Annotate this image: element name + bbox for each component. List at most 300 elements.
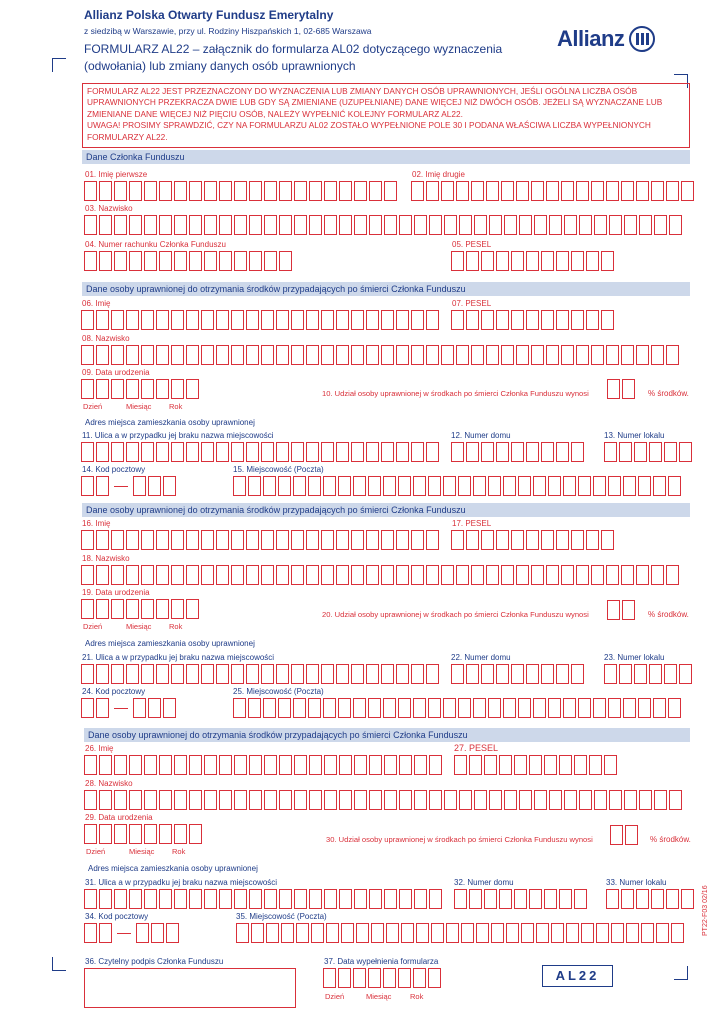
char-cell[interactable] (541, 530, 554, 550)
char-cell[interactable] (593, 698, 606, 718)
char-cell[interactable] (159, 790, 172, 810)
beneficiary-name-input[interactable] (81, 530, 439, 550)
char-cell[interactable] (649, 664, 662, 684)
flat-number-input[interactable] (604, 442, 692, 462)
char-cell[interactable] (84, 824, 97, 844)
char-cell[interactable] (321, 442, 334, 462)
char-cell[interactable] (561, 565, 574, 585)
char-cell[interactable] (141, 664, 154, 684)
char-cell[interactable] (594, 215, 607, 235)
city-input[interactable] (236, 923, 684, 943)
char-cell[interactable] (249, 755, 262, 775)
char-cell[interactable] (81, 599, 94, 619)
char-cell[interactable] (261, 310, 274, 330)
char-cell[interactable] (458, 476, 471, 496)
char-cell[interactable] (219, 181, 232, 201)
share-percent-input[interactable] (610, 825, 638, 845)
char-cell[interactable] (126, 664, 139, 684)
beneficiary-pesel-input[interactable] (454, 755, 617, 775)
char-cell[interactable] (451, 530, 464, 550)
char-cell[interactable] (579, 790, 592, 810)
char-cell[interactable] (233, 476, 246, 496)
char-cell[interactable] (653, 698, 666, 718)
char-cell[interactable] (129, 215, 142, 235)
char-cell[interactable] (366, 664, 379, 684)
char-cell[interactable] (186, 379, 199, 399)
char-cell[interactable] (459, 790, 472, 810)
char-cell[interactable] (381, 442, 394, 462)
char-cell[interactable] (466, 310, 479, 330)
char-cell[interactable] (451, 442, 464, 462)
char-cell[interactable] (441, 181, 454, 201)
char-cell[interactable] (679, 664, 692, 684)
char-cell[interactable] (263, 698, 276, 718)
char-cell[interactable] (276, 442, 289, 462)
char-cell[interactable] (454, 755, 467, 775)
char-cell[interactable] (324, 790, 337, 810)
char-cell[interactable] (96, 565, 109, 585)
char-cell[interactable] (129, 755, 142, 775)
char-cell[interactable] (516, 345, 529, 365)
char-cell[interactable] (607, 600, 620, 620)
char-cell[interactable] (323, 476, 336, 496)
char-cell[interactable] (99, 181, 112, 201)
char-cell[interactable] (656, 923, 669, 943)
char-cell[interactable] (606, 181, 619, 201)
beneficiary-name-input[interactable] (81, 310, 439, 330)
char-cell[interactable] (264, 790, 277, 810)
char-cell[interactable] (581, 923, 594, 943)
char-cell[interactable] (608, 476, 621, 496)
char-cell[interactable] (398, 698, 411, 718)
char-cell[interactable] (666, 181, 679, 201)
char-cell[interactable] (141, 345, 154, 365)
char-cell[interactable] (369, 181, 382, 201)
city-input[interactable] (233, 476, 681, 496)
char-cell[interactable] (189, 790, 202, 810)
char-cell[interactable] (248, 698, 261, 718)
char-cell[interactable] (516, 565, 529, 585)
char-cell[interactable] (174, 181, 187, 201)
flat-number-input[interactable] (604, 664, 692, 684)
char-cell[interactable] (133, 698, 146, 718)
char-cell[interactable] (96, 310, 109, 330)
date-of-birth-input[interactable] (81, 379, 199, 399)
char-cell[interactable] (666, 889, 679, 909)
char-cell[interactable] (366, 345, 379, 365)
char-cell[interactable] (189, 755, 202, 775)
char-cell[interactable] (546, 565, 559, 585)
char-cell[interactable] (204, 755, 217, 775)
char-cell[interactable] (249, 790, 262, 810)
char-cell[interactable] (186, 442, 199, 462)
char-cell[interactable] (503, 476, 516, 496)
char-cell[interactable] (531, 181, 544, 201)
char-cell[interactable] (473, 698, 486, 718)
char-cell[interactable] (381, 530, 394, 550)
char-cell[interactable] (564, 215, 577, 235)
char-cell[interactable] (444, 215, 457, 235)
char-cell[interactable] (156, 664, 169, 684)
char-cell[interactable] (474, 215, 487, 235)
char-cell[interactable] (186, 310, 199, 330)
char-cell[interactable] (84, 889, 97, 909)
char-cell[interactable] (294, 181, 307, 201)
char-cell[interactable] (351, 442, 364, 462)
char-cell[interactable] (309, 790, 322, 810)
char-cell[interactable] (114, 824, 127, 844)
char-cell[interactable] (514, 755, 527, 775)
char-cell[interactable] (531, 565, 544, 585)
char-cell[interactable] (596, 923, 609, 943)
char-cell[interactable] (144, 889, 157, 909)
char-cell[interactable] (496, 442, 509, 462)
char-cell[interactable] (339, 755, 352, 775)
char-cell[interactable] (501, 565, 514, 585)
char-cell[interactable] (306, 565, 319, 585)
char-cell[interactable] (503, 698, 516, 718)
char-cell[interactable] (426, 181, 439, 201)
char-cell[interactable] (486, 345, 499, 365)
char-cell[interactable] (586, 310, 599, 330)
char-cell[interactable] (384, 181, 397, 201)
char-cell[interactable] (148, 698, 161, 718)
char-cell[interactable] (679, 442, 692, 462)
char-cell[interactable] (336, 530, 349, 550)
char-cell[interactable] (308, 698, 321, 718)
char-cell[interactable] (156, 345, 169, 365)
char-cell[interactable] (526, 310, 539, 330)
char-cell[interactable] (381, 345, 394, 365)
char-cell[interactable] (321, 565, 334, 585)
char-cell[interactable] (261, 530, 274, 550)
char-cell[interactable] (216, 345, 229, 365)
char-cell[interactable] (201, 565, 214, 585)
char-cell[interactable] (369, 790, 382, 810)
char-cell[interactable] (604, 755, 617, 775)
char-cell[interactable] (526, 442, 539, 462)
char-cell[interactable] (639, 215, 652, 235)
char-cell[interactable] (456, 181, 469, 201)
char-cell[interactable] (668, 476, 681, 496)
char-cell[interactable] (99, 889, 112, 909)
char-cell[interactable] (578, 476, 591, 496)
char-cell[interactable] (171, 664, 184, 684)
char-cell[interactable] (429, 755, 442, 775)
char-cell[interactable] (204, 215, 217, 235)
char-cell[interactable] (201, 530, 214, 550)
street-input[interactable] (81, 664, 439, 684)
char-cell[interactable] (396, 664, 409, 684)
char-cell[interactable] (291, 664, 304, 684)
char-cell[interactable] (159, 889, 172, 909)
char-cell[interactable] (636, 565, 649, 585)
char-cell[interactable] (354, 181, 367, 201)
char-cell[interactable] (81, 310, 94, 330)
char-cell[interactable] (469, 755, 482, 775)
char-cell[interactable] (541, 664, 554, 684)
char-cell[interactable] (81, 442, 94, 462)
date-of-birth-input[interactable] (81, 599, 199, 619)
char-cell[interactable] (166, 923, 179, 943)
char-cell[interactable] (251, 923, 264, 943)
char-cell[interactable] (574, 755, 587, 775)
char-cell[interactable] (174, 824, 187, 844)
char-cell[interactable] (278, 698, 291, 718)
char-cell[interactable] (429, 889, 442, 909)
char-cell[interactable] (396, 345, 409, 365)
char-cell[interactable] (606, 565, 619, 585)
char-cell[interactable] (561, 181, 574, 201)
house-number-input[interactable] (451, 442, 584, 462)
char-cell[interactable] (144, 824, 157, 844)
char-cell[interactable] (441, 565, 454, 585)
postcode-input[interactable] (81, 476, 176, 496)
char-cell[interactable] (351, 530, 364, 550)
char-cell[interactable] (593, 476, 606, 496)
char-cell[interactable] (171, 379, 184, 399)
char-cell[interactable] (279, 755, 292, 775)
char-cell[interactable] (279, 251, 292, 271)
char-cell[interactable] (511, 664, 524, 684)
char-cell[interactable] (576, 181, 589, 201)
char-cell[interactable] (411, 345, 424, 365)
char-cell[interactable] (114, 755, 127, 775)
char-cell[interactable] (114, 181, 127, 201)
char-cell[interactable] (458, 698, 471, 718)
char-cell[interactable] (491, 923, 504, 943)
char-cell[interactable] (471, 565, 484, 585)
char-cell[interactable] (591, 181, 604, 201)
char-cell[interactable] (459, 215, 472, 235)
char-cell[interactable] (174, 790, 187, 810)
char-cell[interactable] (566, 923, 579, 943)
first-name-input[interactable] (84, 181, 397, 201)
char-cell[interactable] (219, 215, 232, 235)
char-cell[interactable] (126, 530, 139, 550)
char-cell[interactable] (496, 530, 509, 550)
char-cell[interactable] (548, 698, 561, 718)
char-cell[interactable] (668, 698, 681, 718)
char-cell[interactable] (353, 698, 366, 718)
char-cell[interactable] (476, 923, 489, 943)
char-cell[interactable] (636, 181, 649, 201)
char-cell[interactable] (469, 889, 482, 909)
share-percent-input[interactable] (607, 379, 635, 399)
char-cell[interactable] (429, 215, 442, 235)
char-cell[interactable] (231, 565, 244, 585)
char-cell[interactable] (189, 889, 202, 909)
char-cell[interactable] (336, 310, 349, 330)
char-cell[interactable] (383, 476, 396, 496)
char-cell[interactable] (136, 923, 149, 943)
char-cell[interactable] (99, 824, 112, 844)
char-cell[interactable] (488, 476, 501, 496)
date-filled-input[interactable] (323, 968, 441, 988)
char-cell[interactable] (144, 790, 157, 810)
char-cell[interactable] (338, 476, 351, 496)
char-cell[interactable] (398, 476, 411, 496)
char-cell[interactable] (541, 310, 554, 330)
char-cell[interactable] (481, 310, 494, 330)
char-cell[interactable] (96, 664, 109, 684)
char-cell[interactable] (446, 923, 459, 943)
char-cell[interactable] (399, 790, 412, 810)
char-cell[interactable] (499, 889, 512, 909)
char-cell[interactable] (234, 251, 247, 271)
char-cell[interactable] (321, 530, 334, 550)
char-cell[interactable] (291, 310, 304, 330)
char-cell[interactable] (96, 599, 109, 619)
char-cell[interactable] (291, 565, 304, 585)
char-cell[interactable] (607, 379, 620, 399)
char-cell[interactable] (414, 889, 427, 909)
char-cell[interactable] (129, 251, 142, 271)
char-cell[interactable] (219, 790, 232, 810)
char-cell[interactable] (576, 565, 589, 585)
char-cell[interactable] (356, 923, 369, 943)
char-cell[interactable] (114, 251, 127, 271)
char-cell[interactable] (533, 476, 546, 496)
char-cell[interactable] (578, 698, 591, 718)
char-cell[interactable] (653, 476, 666, 496)
char-cell[interactable] (144, 251, 157, 271)
char-cell[interactable] (443, 476, 456, 496)
char-cell[interactable] (649, 442, 662, 462)
char-cell[interactable] (246, 442, 259, 462)
char-cell[interactable] (323, 698, 336, 718)
char-cell[interactable] (546, 345, 559, 365)
char-cell[interactable] (264, 215, 277, 235)
char-cell[interactable] (249, 889, 262, 909)
char-cell[interactable] (81, 698, 94, 718)
char-cell[interactable] (496, 310, 509, 330)
char-cell[interactable] (163, 698, 176, 718)
char-cell[interactable] (651, 181, 664, 201)
char-cell[interactable] (261, 664, 274, 684)
char-cell[interactable] (541, 251, 554, 271)
char-cell[interactable] (496, 251, 509, 271)
char-cell[interactable] (111, 530, 124, 550)
char-cell[interactable] (501, 181, 514, 201)
char-cell[interactable] (323, 968, 336, 988)
char-cell[interactable] (638, 698, 651, 718)
char-cell[interactable] (368, 968, 381, 988)
char-cell[interactable] (233, 698, 246, 718)
char-cell[interactable] (234, 889, 247, 909)
char-cell[interactable] (366, 310, 379, 330)
char-cell[interactable] (321, 345, 334, 365)
char-cell[interactable] (411, 310, 424, 330)
char-cell[interactable] (189, 251, 202, 271)
char-cell[interactable] (426, 442, 439, 462)
char-cell[interactable] (114, 215, 127, 235)
char-cell[interactable] (96, 698, 109, 718)
char-cell[interactable] (246, 530, 259, 550)
char-cell[interactable] (216, 565, 229, 585)
char-cell[interactable] (171, 310, 184, 330)
char-cell[interactable] (111, 664, 124, 684)
char-cell[interactable] (511, 251, 524, 271)
char-cell[interactable] (504, 790, 517, 810)
char-cell[interactable] (341, 923, 354, 943)
char-cell[interactable] (591, 565, 604, 585)
char-cell[interactable] (399, 889, 412, 909)
char-cell[interactable] (466, 530, 479, 550)
char-cell[interactable] (129, 824, 142, 844)
char-cell[interactable] (461, 923, 474, 943)
char-cell[interactable] (99, 790, 112, 810)
char-cell[interactable] (216, 310, 229, 330)
char-cell[interactable] (336, 565, 349, 585)
char-cell[interactable] (401, 923, 414, 943)
char-cell[interactable] (276, 664, 289, 684)
char-cell[interactable] (551, 923, 564, 943)
char-cell[interactable] (148, 476, 161, 496)
char-cell[interactable] (216, 442, 229, 462)
char-cell[interactable] (451, 310, 464, 330)
char-cell[interactable] (681, 889, 694, 909)
account-number-input[interactable] (84, 251, 292, 271)
char-cell[interactable] (413, 698, 426, 718)
char-cell[interactable] (529, 755, 542, 775)
char-cell[interactable] (441, 345, 454, 365)
char-cell[interactable] (456, 345, 469, 365)
char-cell[interactable] (398, 968, 411, 988)
char-cell[interactable] (351, 345, 364, 365)
char-cell[interactable] (129, 181, 142, 201)
char-cell[interactable] (413, 968, 426, 988)
char-cell[interactable] (518, 698, 531, 718)
char-cell[interactable] (236, 923, 249, 943)
char-cell[interactable] (186, 345, 199, 365)
char-cell[interactable] (444, 790, 457, 810)
char-cell[interactable] (353, 968, 366, 988)
char-cell[interactable] (231, 664, 244, 684)
char-cell[interactable] (84, 923, 97, 943)
char-cell[interactable] (201, 310, 214, 330)
char-cell[interactable] (249, 215, 262, 235)
char-cell[interactable] (81, 565, 94, 585)
street-input[interactable] (81, 442, 439, 462)
char-cell[interactable] (204, 889, 217, 909)
char-cell[interactable] (126, 310, 139, 330)
char-cell[interactable] (126, 442, 139, 462)
char-cell[interactable] (338, 698, 351, 718)
char-cell[interactable] (111, 310, 124, 330)
char-cell[interactable] (609, 215, 622, 235)
char-cell[interactable] (234, 790, 247, 810)
char-cell[interactable] (279, 215, 292, 235)
char-cell[interactable] (544, 755, 557, 775)
char-cell[interactable] (561, 345, 574, 365)
char-cell[interactable] (171, 345, 184, 365)
char-cell[interactable] (309, 181, 322, 201)
char-cell[interactable] (624, 790, 637, 810)
char-cell[interactable] (309, 755, 322, 775)
char-cell[interactable] (294, 790, 307, 810)
char-cell[interactable] (541, 442, 554, 462)
char-cell[interactable] (506, 923, 519, 943)
signature-field[interactable] (84, 968, 296, 1008)
char-cell[interactable] (84, 755, 97, 775)
char-cell[interactable] (368, 476, 381, 496)
char-cell[interactable] (556, 530, 569, 550)
char-cell[interactable] (518, 476, 531, 496)
char-cell[interactable] (281, 923, 294, 943)
char-cell[interactable] (231, 345, 244, 365)
char-cell[interactable] (354, 755, 367, 775)
